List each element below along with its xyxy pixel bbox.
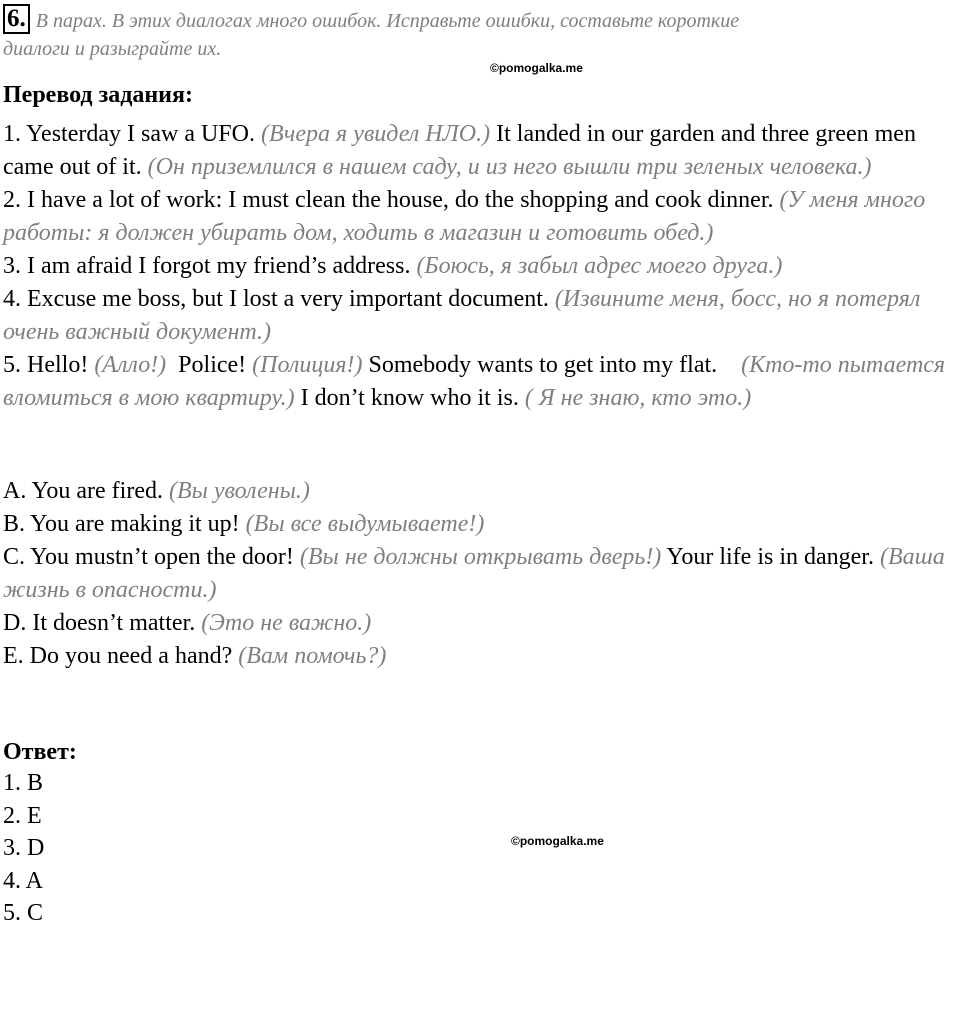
option-item: [3, 607, 953, 640]
option-item: [3, 640, 953, 673]
translation-text: (Он приземлился в нашем саду, и из него вышли три зеленых человека.): [147, 154, 872, 180]
english-text: Somebody wants to get into my flat.: [362, 352, 742, 378]
translation-text: (Вы уволены.): [168, 478, 310, 504]
options-list: [3, 475, 953, 673]
answer-item: 5. C: [3, 900, 44, 926]
translation-text: (Боюсь, я забыл адрес моего друга.): [416, 253, 783, 279]
english-text: 5. Hello!: [3, 352, 95, 378]
list-item: [3, 184, 953, 250]
translation-text: (Алло!): [94, 352, 167, 378]
list-item: [3, 250, 953, 283]
english-text: B. You are making it up!: [3, 511, 246, 537]
translation-text: (Кто-то пытается вломиться в мою квартиру.): [3, 352, 952, 411]
answer-item: 4. A: [3, 867, 44, 894]
english-text: 1. Yesterday I saw a UFO.: [3, 121, 261, 147]
watermark: ©pomogalka.me: [490, 61, 583, 75]
english-text: E. Do you need a hand?: [3, 643, 239, 669]
option-item: [3, 541, 953, 607]
english-text: I don’t know who it is.: [294, 385, 525, 411]
translation-text: (Вы не должны открывать дверь!): [299, 544, 662, 570]
translation-text: (Вам помочь?): [238, 643, 387, 669]
english-text: 4. Excuse me boss, but I lost a very important document.: [3, 286, 555, 312]
translation-text: (Ваша жизнь в опасности.): [3, 544, 951, 603]
answer-item: 2. E: [3, 802, 42, 829]
answers-list: [3, 767, 953, 930]
answer-item: 1. B: [3, 770, 44, 796]
option-item: [3, 475, 953, 508]
english-text: Your life is in danger.: [661, 544, 880, 570]
translation-text: (Вчера я увидел НЛО.): [260, 121, 491, 147]
answer-item: 3. D: [3, 835, 45, 861]
list-item: [3, 283, 953, 349]
translation-text: (Извините меня, босс, но я потерял очень важный документ.): [3, 286, 927, 345]
english-text: 3. I am afraid I forgot my friend’s address.: [3, 253, 417, 279]
translation-text: (Полиция!): [252, 352, 363, 378]
english-text: C. You mustn’t open the door!: [3, 544, 300, 570]
list-item: [3, 349, 953, 415]
watermark: ©pomogalka.me: [511, 834, 604, 848]
task-instruction-line2: диалоги и разыграйте их.: [3, 38, 222, 60]
english-text: Police!: [166, 352, 253, 378]
task-number: 6.: [3, 4, 30, 34]
translation-text: (Вы все выдумываете!): [245, 511, 485, 537]
english-text: 2. I have a lot of work: I must clean the house, do the shopping and cook dinner.: [3, 187, 780, 213]
english-text: D. It doesn’t matter.: [3, 610, 202, 636]
list-item: [3, 118, 953, 184]
translation-text: (Это не важно.): [201, 610, 372, 636]
answer-heading: Ответ:: [3, 739, 77, 765]
translation-text: ( Я не знаю, кто это.): [524, 385, 752, 411]
task-instruction-line1: В парах. В этих диалогах много ошибок. Исправьте ошибки, составьте короткие: [35, 10, 740, 32]
english-text: It landed in our garden and three green men came out of it.: [3, 121, 922, 180]
option-item: [3, 508, 953, 541]
translation-text: (У меня много работы: я должен убирать дом, ходить в магазин и готовить обед.): [3, 187, 932, 246]
english-text: A. You are fired.: [3, 478, 169, 504]
task-instruction: [3, 4, 953, 63]
items-list: [3, 118, 953, 415]
translation-heading: Перевод задания:: [3, 82, 193, 108]
page: [3, 4, 953, 930]
